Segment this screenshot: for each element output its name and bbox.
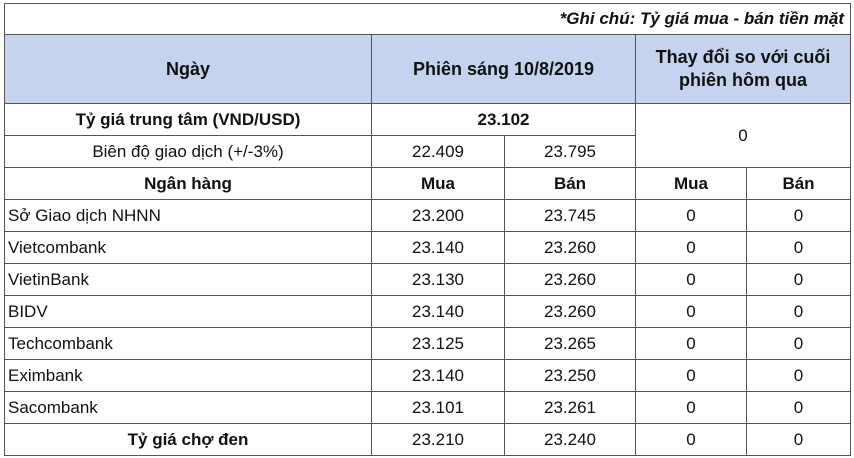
bank-change-sell: 0: [747, 296, 851, 328]
bank-sell: 23.260: [505, 296, 636, 328]
bank-name: VietinBank: [5, 264, 372, 296]
bank-sell: 23.745: [505, 200, 636, 232]
bank-name: BIDV: [5, 296, 372, 328]
black-market-row: [5, 424, 851, 456]
bank-header-row: [5, 168, 851, 200]
table-row: [5, 296, 851, 328]
bank-name: Techcombank: [5, 328, 372, 360]
bank-change-sell: 0: [747, 328, 851, 360]
bank-sell: 23.265: [505, 328, 636, 360]
band-low: 22.409: [372, 136, 505, 168]
central-rate-change: 0: [636, 104, 851, 168]
bank-change-buy: 0: [636, 264, 747, 296]
band-label: Biên độ giao dịch (+/-3%): [5, 136, 372, 168]
table-row: [5, 232, 851, 264]
bank-buy: 23.125: [372, 328, 505, 360]
bank-change-buy: 0: [636, 200, 747, 232]
table-row: [5, 328, 851, 360]
bank-change-buy: 0: [636, 360, 747, 392]
bank-change-sell: 0: [747, 232, 851, 264]
bank-header-change-buy: Mua: [636, 168, 747, 200]
header-change: Thay đổi so với cuối phiên hôm qua: [636, 35, 851, 104]
table-row: [5, 264, 851, 296]
table-row: [5, 392, 851, 424]
bank-sell: 23.260: [505, 264, 636, 296]
central-rate-label: Tỷ giá trung tâm (VND/USD): [5, 104, 372, 136]
bank-buy: 23.130: [372, 264, 505, 296]
bank-header-label: Ngân hàng: [5, 168, 372, 200]
band-high: 23.795: [505, 136, 636, 168]
header-date: Ngày: [5, 35, 372, 104]
bank-change-buy: 0: [636, 328, 747, 360]
black-market-buy: 23.210: [372, 424, 505, 456]
bank-sell: 23.250: [505, 360, 636, 392]
bank-change-sell: 0: [747, 360, 851, 392]
bank-change-sell: 0: [747, 264, 851, 296]
note-row: [5, 4, 851, 35]
bank-name: Sacombank: [5, 392, 372, 424]
bank-buy: 23.140: [372, 360, 505, 392]
bank-name: Eximbank: [5, 360, 372, 392]
bank-change-buy: 0: [636, 392, 747, 424]
black-market-change-sell: 0: [747, 424, 851, 456]
bank-header-change-sell: Bán: [747, 168, 851, 200]
exchange-rate-table: [4, 3, 851, 456]
header-session: Phiên sáng 10/8/2019: [372, 35, 636, 104]
bank-change-buy: 0: [636, 232, 747, 264]
bank-change-sell: 0: [747, 200, 851, 232]
black-market-change-buy: 0: [636, 424, 747, 456]
bank-buy: 23.140: [372, 232, 505, 264]
black-market-sell: 23.240: [505, 424, 636, 456]
bank-sell: 23.260: [505, 232, 636, 264]
bank-buy: 23.140: [372, 296, 505, 328]
note-text: *Ghi chú: Tỷ giá mua - bán tiền mặt: [5, 4, 851, 35]
central-rate-value: 23.102: [372, 104, 636, 136]
bank-name: Sở Giao dịch NHNN: [5, 200, 372, 232]
table-row: [5, 360, 851, 392]
bank-buy: 23.200: [372, 200, 505, 232]
table-row: [5, 200, 851, 232]
bank-sell: 23.261: [505, 392, 636, 424]
bank-header-buy: Mua: [372, 168, 505, 200]
bank-name: Vietcombank: [5, 232, 372, 264]
black-market-label: Tỷ giá chợ đen: [5, 424, 372, 456]
bank-header-sell: Bán: [505, 168, 636, 200]
bank-buy: 23.101: [372, 392, 505, 424]
bank-change-buy: 0: [636, 296, 747, 328]
central-rate-row: [5, 104, 851, 136]
bank-change-sell: 0: [747, 392, 851, 424]
header-row: [5, 35, 851, 104]
